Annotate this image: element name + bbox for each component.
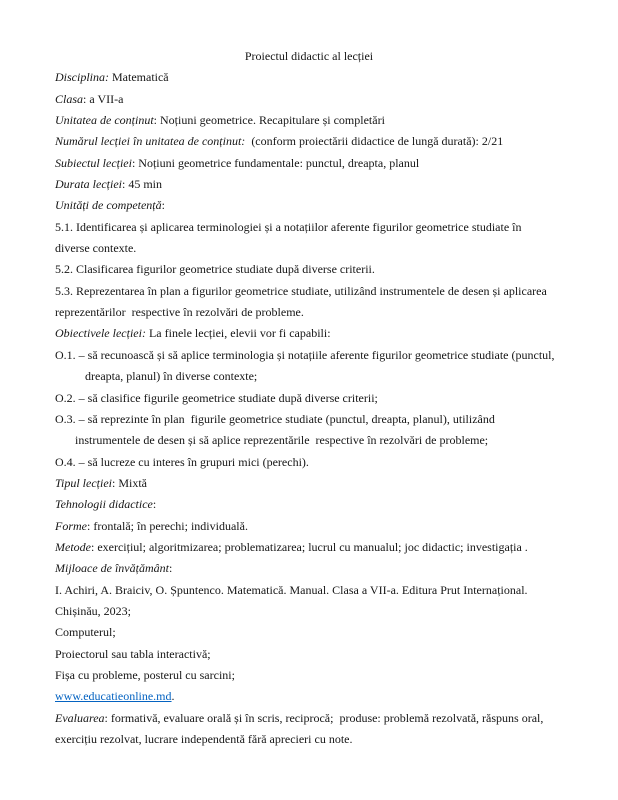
text-o3: O.3. – să reprezinte în plan figurile geometrice studiate (punctul, dreapta, planul), utilizând bbox=[55, 411, 495, 426]
value-subiectul: : Noțiuni geometrice fundamentale: punctul, dreapta, planul bbox=[131, 155, 420, 170]
value-metode: : exercițiul; algoritmizarea; problematizarea; lucrul cu manualul; joc didactic; investigația . bbox=[90, 539, 528, 554]
text-o1-cont: dreapta, planul) în diverse contexte; bbox=[85, 369, 258, 384]
label-evaluarea: Evaluarea bbox=[55, 710, 105, 725]
line-unitatea-continut bbox=[55, 110, 563, 131]
line-computerul bbox=[55, 622, 563, 643]
line-obiectiv-o2 bbox=[55, 388, 563, 409]
line-evaluarea bbox=[55, 708, 563, 729]
text-chisinau: Chișinău, 2023; bbox=[55, 603, 132, 618]
line-subiectul bbox=[55, 153, 563, 174]
line-competenta-5-3 bbox=[55, 281, 563, 302]
line-obiectiv-o1 bbox=[55, 345, 563, 366]
label-numarul: Numărul lecției în unitatea de conținut: bbox=[55, 134, 246, 149]
text-5-3: 5.3. Reprezentarea în plan a figurilor geometrice studiate, utilizând instrumentele de desen și aplicarea bbox=[55, 283, 547, 298]
label-subiectul: Subiectul lecției bbox=[55, 155, 132, 170]
line-website bbox=[55, 686, 563, 707]
line-obiectiv-o3-cont bbox=[55, 430, 563, 451]
label-durata: Durata lecției bbox=[55, 177, 122, 192]
text-manual: I. Achiri, A. Braiciv, O. Șpuntenco. Matematică. Manual. Clasa a VII-a. Editura Prut Internațional. bbox=[55, 582, 528, 597]
text-o4: O.4. – să lucreze cu interes în grupuri mici (perechi). bbox=[55, 454, 309, 469]
value-evaluarea: : formativă, evaluare orală și în scris, reciprocă; produse: problemă rezolvată, răspuns oral, bbox=[104, 710, 544, 725]
line-durata bbox=[55, 174, 563, 195]
line-unitati-competenta bbox=[55, 195, 563, 216]
line-fisa bbox=[55, 665, 563, 686]
label-metode: Metode bbox=[55, 539, 91, 554]
line-metode bbox=[55, 537, 563, 558]
text-o2: O.2. – să clasifice figurile geometrice studiate după diverse criterii; bbox=[55, 390, 378, 405]
line-obiectiv-o4 bbox=[55, 452, 563, 473]
label-forme: Forme bbox=[55, 518, 87, 533]
document-content bbox=[55, 46, 563, 750]
value-forme: : frontală; în perechi; individuală. bbox=[87, 518, 248, 533]
line-disciplina bbox=[55, 67, 563, 88]
label-clasa: Clasa bbox=[55, 91, 84, 106]
line-evaluarea-cont bbox=[55, 729, 563, 750]
text-evaluarea-cont: exercițiu rezolvat, lucrare independentă fără aprecieri cu note. bbox=[55, 732, 353, 746]
line-tehnologii bbox=[55, 494, 563, 515]
text-fisa: Fișa cu probleme, posterul cu sarcini; bbox=[55, 667, 235, 682]
value-disciplina: Matematică bbox=[109, 70, 169, 85]
line-forme bbox=[55, 516, 563, 537]
value-unitatea: : Noțiuni geometrice. Recapitulare și completări bbox=[153, 113, 385, 128]
line-numarul-lectiei bbox=[55, 131, 563, 152]
line-chisinau bbox=[55, 601, 563, 622]
label-obiectivele: Obiectivele lecției: bbox=[55, 326, 146, 341]
line-mijloace bbox=[55, 558, 563, 579]
line-tipul-lectiei bbox=[55, 473, 563, 494]
colon-unitati: : bbox=[161, 198, 165, 213]
label-tehnologii: Tehnologii didactice bbox=[55, 497, 153, 512]
line-clasa bbox=[55, 89, 563, 110]
text-o3-cont: instrumentele de desen și să aplice reprezentările respective în rezolvări de probleme; bbox=[75, 433, 489, 448]
value-numarul: (conform proiectării didactice de lungă durată): 2/21 bbox=[245, 134, 504, 149]
text-5-1-cont: diverse contexte. bbox=[55, 241, 137, 256]
colon-tehnologii: : bbox=[152, 497, 157, 512]
website-period: . bbox=[171, 689, 175, 704]
text-computerul: Computerul; bbox=[55, 625, 116, 640]
label-disciplina: Disciplina: bbox=[55, 70, 109, 85]
text-o1: O.1. – să recunoască și să aplice terminologia și notațiile aferente figurilor geometrice studiate (punctul, bbox=[55, 347, 555, 362]
line-obiectivele bbox=[55, 323, 563, 344]
line-competenta-5-3-cont bbox=[55, 302, 563, 323]
website-link[interactable]: www.educatieonline.md bbox=[55, 689, 172, 704]
value-durata: : 45 min bbox=[121, 177, 162, 192]
line-manual-reference bbox=[55, 580, 563, 601]
colon-mijloace: : bbox=[168, 561, 173, 576]
value-clasa: : a VII-a bbox=[83, 91, 124, 106]
value-obiectivele: La finele lecției, elevii vor fi capabili: bbox=[145, 326, 331, 341]
line-obiectiv-o3 bbox=[55, 409, 563, 430]
text-5-3-cont: reprezentărilor respective în rezolvări de probleme. bbox=[55, 305, 304, 320]
line-competenta-5-1-cont bbox=[55, 238, 563, 259]
label-unitati-competenta: Unități de competență bbox=[55, 198, 162, 213]
line-proiectorul bbox=[55, 644, 563, 665]
label-tipul: Tipul lecției bbox=[55, 475, 112, 490]
line-competenta-5-1 bbox=[55, 217, 563, 238]
text-5-2: 5.2. Clasificarea figurilor geometrice studiate după diverse criterii. bbox=[55, 262, 375, 277]
line-competenta-5-2 bbox=[55, 259, 563, 280]
text-5-1: 5.1. Identificarea și aplicarea terminologiei și a notațiilor aferente figurilor geometrice studiate în bbox=[55, 219, 522, 234]
document-title bbox=[55, 46, 563, 67]
label-mijloace: Mijloace de învățământ bbox=[55, 561, 169, 576]
line-obiectiv-o1-cont bbox=[55, 366, 563, 387]
label-unitatea: Unitatea de conținut bbox=[55, 113, 154, 128]
text-proiectorul: Proiectorul sau tabla interactivă; bbox=[55, 646, 211, 661]
value-tipul: : Mixtă bbox=[112, 475, 147, 490]
title-text: Proiectul didactic al lecției bbox=[244, 49, 374, 63]
